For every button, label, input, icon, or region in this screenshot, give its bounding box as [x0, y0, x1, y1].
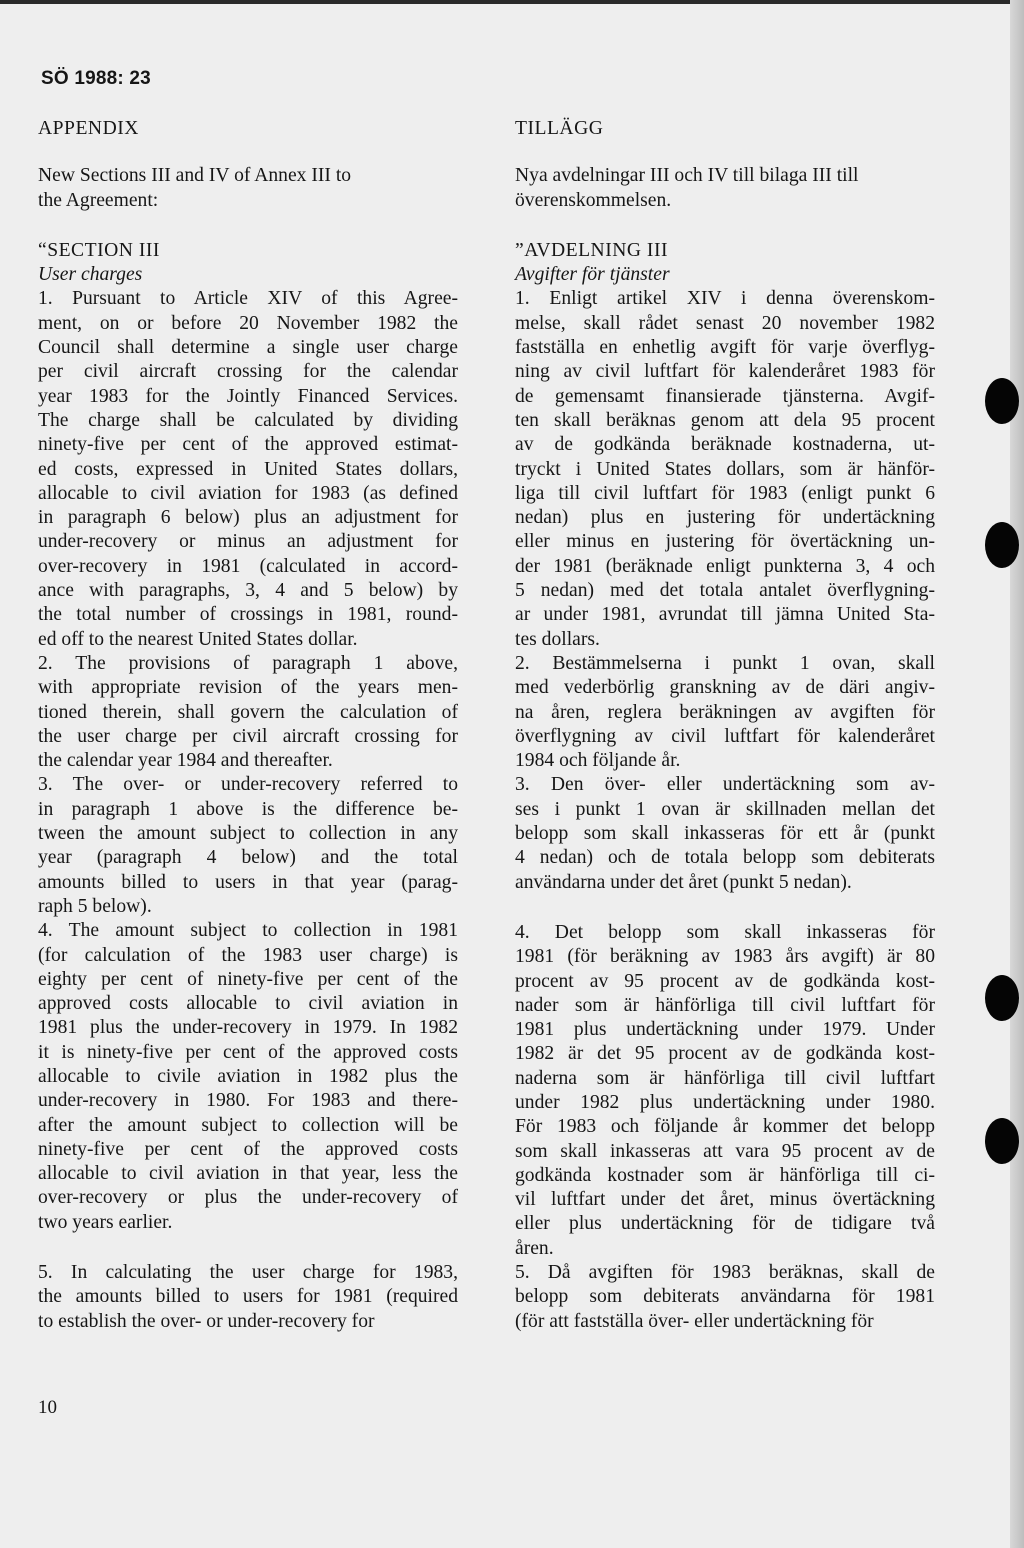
- text-line: in paragraph 6 below) plus an adjustment for: [38, 507, 458, 529]
- text-line: the user charge per civil aircraft crossing for: [38, 725, 458, 747]
- text-line: the amounts billed to users for 1981 (required: [38, 1286, 458, 1308]
- text-line: naderna som är hänförliga till civil luftfart: [515, 1067, 935, 1089]
- text-line: Nya avdelningar III och IV till bilaga III till: [515, 165, 859, 187]
- text-line: liga till civil luftfart för 1983 (enligt punkt 6: [515, 482, 935, 504]
- punch-hole-mark: [985, 378, 1019, 424]
- paragraph-2: [515, 652, 935, 773]
- section-title: ”AVDELNING III: [515, 239, 669, 261]
- text-line: ed costs, expressed in United States dollars,: [38, 458, 458, 480]
- text-line: 4 nedan) och de totala belopp som debiterats: [515, 847, 935, 869]
- paragraph-5: [515, 1261, 935, 1334]
- paragraph-3: [38, 773, 458, 919]
- appendix-heading: APPENDIX: [38, 118, 139, 139]
- text-line: under-recovery or minus an adjustment for: [38, 531, 458, 553]
- text-line: eller plus undertäckning för de tidigare två: [515, 1213, 935, 1235]
- text-line: användarna under det året (punkt 5 nedan).: [515, 871, 852, 893]
- text-line: 4. Det belopp som skall inkasseras för: [515, 921, 935, 943]
- swedish-column: [515, 117, 935, 1334]
- text-line: per civil aircraft crossing for the calendar: [38, 361, 458, 383]
- paragraph-2: [38, 652, 458, 773]
- text-line: belopp som skall inkasseras för ett år (punkt: [515, 823, 935, 845]
- tillagg-heading: TILLÄGG: [515, 118, 604, 139]
- page-edge-shadow: [1010, 0, 1024, 1548]
- text-line: year 1983 for the Jointly Financed Services.: [38, 385, 458, 407]
- text-line: raph 5 below).: [38, 895, 152, 917]
- text-line: melse, skall rådet senast 20 november 1982: [515, 312, 935, 334]
- text-line: ance with paragraphs, 3, 4 and 5 below) by: [38, 580, 458, 602]
- text-line: 3. Den över- eller undertäckning som av-: [515, 774, 935, 796]
- text-line: 1982 är det 95 procent av de godkända kost-: [515, 1043, 935, 1065]
- text-line: tryckt i United States dollars, som är hänför-: [515, 458, 935, 480]
- text-line: ninety-five per cent of the approved costs: [38, 1138, 458, 1160]
- intro-text: [38, 164, 458, 213]
- text-line: 1. Enligt artikel XIV i denna överenskom-: [515, 288, 935, 310]
- text-line: de gemensamt finansierade tjänsterna. Avgif-: [515, 385, 935, 407]
- text-line: amounts billed to users in that year (parag-: [38, 871, 458, 893]
- text-line: Council shall determine a single user charge: [38, 337, 458, 359]
- top-edge-rule: [0, 0, 1024, 4]
- english-column: [38, 117, 458, 1334]
- text-line: over-recovery in 1981 (calculated in accord-: [38, 555, 458, 577]
- text-line: 1984 och följande år.: [515, 750, 681, 772]
- text-line: nedan) plus en justering för undertäckning: [515, 507, 935, 529]
- text-line: 1981 (för beräkning av 1983 års avgift) är 80: [515, 946, 935, 968]
- text-line: 5. In calculating the user charge for 1983,: [38, 1262, 458, 1284]
- text-line: 5 nedan) med det totala antalet överflygning-: [515, 580, 935, 602]
- text-line: vil luftfart under det året, minus övertäckning: [515, 1189, 935, 1211]
- paragraph-3: [515, 773, 935, 894]
- text-line: der 1981 (beräknade enligt punkterna 3, 4 och: [515, 555, 935, 577]
- text-line: over-recovery or plus the under-recovery of: [38, 1187, 458, 1209]
- text-line: 2. The provisions of paragraph 1 above,: [38, 652, 458, 674]
- punch-hole-mark: [985, 1118, 1019, 1164]
- text-line: under 1982 plus undertäckning under 1980.: [515, 1091, 935, 1113]
- text-line: allocable to civil aviation in that year, less the: [38, 1163, 458, 1185]
- text-line: under-recovery in 1980. For 1983 and there-: [38, 1090, 458, 1112]
- text-line: to establish the over- or under-recovery for: [38, 1310, 375, 1332]
- text-line: the Agreement:: [38, 189, 159, 211]
- paragraph-1: [38, 287, 458, 651]
- text-line: tioned therein, shall govern the calculation of: [38, 701, 458, 723]
- text-line: 2. Bestämmelserna i punkt 1 ovan, skall: [515, 652, 935, 674]
- text-line: ment, on or before 20 November 1982 the: [38, 312, 458, 334]
- paragraph-5: [38, 1261, 458, 1334]
- text-line: ar under 1981, avrundat till jämna United Sta-: [515, 604, 935, 626]
- text-line: the total number of crossings in 1981, round-: [38, 604, 458, 626]
- text-line: tween the amount subject to collection in any: [38, 823, 458, 845]
- text-line: belopp som debiterats användarna för 1981: [515, 1286, 935, 1308]
- text-line: after the amount subject to collection will be: [38, 1114, 458, 1136]
- text-line: The charge shall be calculated by dividing: [38, 409, 458, 431]
- text-line: För 1983 och följande år kommer det belopp: [515, 1116, 935, 1138]
- text-line: procent av 95 procent av de godkända kost-: [515, 970, 935, 992]
- text-line: na åren, reglera beräkningen av avgiften för: [515, 701, 935, 723]
- text-line: in paragraph 1 above is the difference be-: [38, 798, 458, 820]
- text-line: 1981 plus the under-recovery in 1979. In 1982: [38, 1017, 458, 1039]
- text-line: (för att fastställa över- eller undertäckning för: [515, 1310, 874, 1332]
- paragraph-1: [515, 287, 935, 651]
- text-line: ninety-five per cent of the approved estimat-: [38, 434, 458, 456]
- intro-text: [515, 164, 935, 213]
- text-line: som skall inkasseras att vara 95 procent av de: [515, 1140, 935, 1162]
- text-line: nader som är hänförliga till civil luftfart för: [515, 994, 935, 1016]
- text-line: åren.: [515, 1237, 554, 1259]
- text-line: two years earlier.: [38, 1211, 173, 1233]
- text-line: tes dollars.: [515, 628, 600, 650]
- paragraph-4: [515, 921, 935, 1261]
- text-line: allocable to civile aviation in 1982 plus the: [38, 1065, 458, 1087]
- page-number: 10: [38, 1397, 57, 1418]
- text-line: allocable to civil aviation for 1983 (as defined: [38, 482, 458, 504]
- text-line: the calendar year 1984 and thereafter.: [38, 750, 333, 772]
- text-line: eighty per cent of ninety-five per cent of the: [38, 968, 458, 990]
- text-line: ses i punkt 1 ovan är skillnaden mellan det: [515, 798, 935, 820]
- text-line: ten skall beräknas genom att dela 95 procent: [515, 409, 935, 431]
- text-line: approved costs allocable to civil aviation in: [38, 993, 458, 1015]
- paragraph-4: [38, 919, 458, 1235]
- section-subtitle: Avgifter för tjänster: [515, 264, 670, 286]
- text-line: godkända kostnader som är hänförliga till ci-: [515, 1164, 935, 1186]
- text-line: överenskommelsen.: [515, 189, 672, 211]
- text-line: (for calculation of the 1983 user charge) is: [38, 944, 458, 966]
- text-line: 5. Då avgiften för 1983 beräknas, skall de: [515, 1262, 935, 1284]
- text-line: 3. The over- or under-recovery referred to: [38, 774, 458, 796]
- text-line: 4. The amount subject to collection in 1981: [38, 920, 458, 942]
- text-line: ed off to the nearest United States dollar.: [38, 628, 358, 650]
- text-line: 1981 plus undertäckning under 1979. Under: [515, 1019, 935, 1041]
- text-line: fastställa en enhetlig avgift för varje överflyg-: [515, 337, 935, 359]
- text-line: it is ninety-five per cent of the approved costs: [38, 1041, 458, 1063]
- text-line: with appropriate revision of the years men-: [38, 677, 458, 699]
- text-line: med vederbörlig granskning av de däri angiv-: [515, 677, 935, 699]
- text-line: ning av civil luftfart för kalenderåret 1983 för: [515, 361, 935, 383]
- text-line: New Sections III and IV of Annex III to: [38, 165, 352, 187]
- text-line: överflygning av civil luftfart för kalenderåret: [515, 725, 935, 747]
- document-reference: SÖ 1988: 23: [41, 68, 151, 89]
- text-line: eller minus en justering för övertäckning un-: [515, 531, 935, 553]
- punch-hole-mark: [985, 975, 1019, 1021]
- section-subtitle: User charges: [38, 264, 143, 286]
- text-line: 1. Pursuant to Article XIV of this Agree-: [38, 288, 458, 310]
- text-line: year (paragraph 4 below) and the total: [38, 847, 458, 869]
- section-title: “SECTION III: [38, 239, 160, 261]
- punch-hole-mark: [985, 522, 1019, 568]
- text-line: av de godkända beräknade kostnaderna, ut-: [515, 434, 935, 456]
